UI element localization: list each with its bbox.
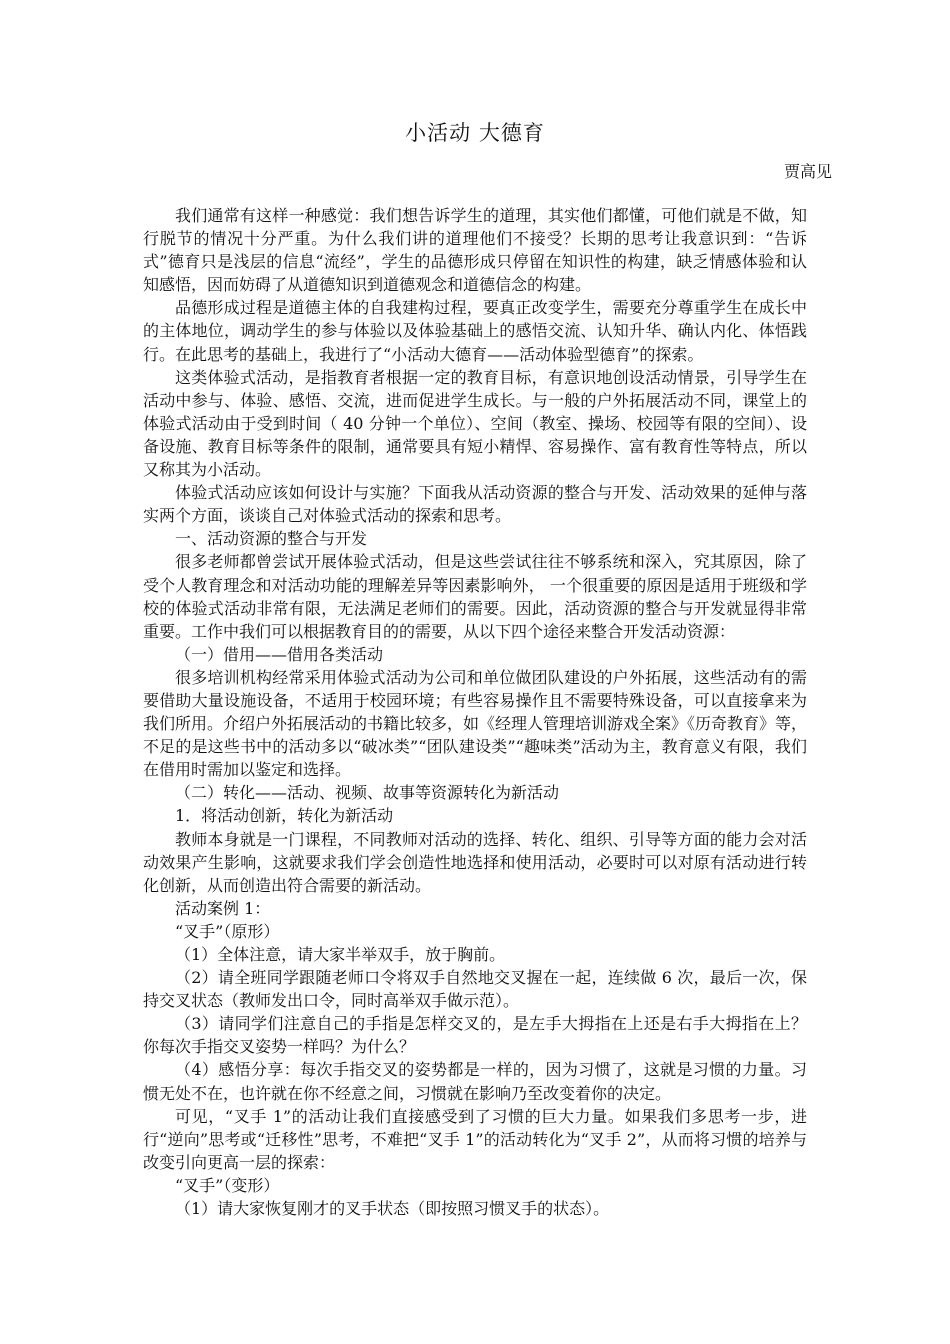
paragraph: 很多老师都曾尝试开展体验式活动，但是这些尝试往往不够系统和深入，究其原因，除了受个人教育理念和对活动功能的理解差异等因素影响外， 一个很重要的原因是适用于班级和学校的体验式活动非常有限，无法满足老师们的需要。因此，活动资源的整合与开发就显得非常重要。工作中我们可以根据教育目的的需要，从以下四个途径来整合开发活动资源： — [143, 552, 807, 641]
activity-name: “叉手”（变形） — [175, 1175, 280, 1195]
numbered-heading: 1．将活动创新，转化为新活动 — [175, 806, 394, 826]
section-heading: 一、活动资源的整合与开发 — [175, 529, 368, 549]
document-author: 贾高见 — [783, 162, 832, 181]
subsection-heading: （二）转化——活动、视频、故事等资源转化为新活动 — [175, 783, 560, 803]
paragraph: 品德形成过程是道德主体的自我建构过程，要真正改变学生，需要充分尊重学生在成长中的主体地位，调动学生的参与体验以及体验基础上的感悟交流、认知升华、确认内化、体悟践行。在此思考的基础上，我进行了“小活动大德育——活动体验型德育”的探索。 — [143, 298, 807, 364]
activity-step: （4）感悟分享：每次手指交叉的姿势都是一样的，因为习惯了，这就是习惯的力量。习惯无处不在，也许就在你不经意之间，习惯就在影响乃至改变着你的决定。 — [143, 1060, 807, 1103]
activity-step: （3）请同学们注意自己的手指是怎样交叉的，是左手大拇指在上还是右手大拇指在上？你每次手指交叉姿势一样吗？为什么？ — [143, 1014, 807, 1057]
paragraph: 可见，“叉手 1”的活动让我们直接感受到了习惯的巨大力量。如果我们多思考一步，进行“逆向”思考或“迁移性”思考，不难把“叉手 1”的活动转化为“叉手 2”，从而将习惯的培养与改变引向更高一层的探索： — [143, 1106, 807, 1172]
paragraph: 我们通常有这样一种感觉：我们想告诉学生的道理，其实他们都懂，可他们就是不做，知行脱节的情况十分严重。为什么我们讲的道理他们不接受？长期的思考让我意识到：“告诉式”德育只是浅层的信息“流经”，学生的品德形成只停留在知识性的构建，缺乏情感体验和认知感悟，因而妨碍了从道德知识到道德观念和道德信念的构建。 — [143, 206, 807, 295]
activity-name: “叉手”（原形） — [175, 921, 280, 941]
paragraph: 体验式活动应该如何设计与实施？下面我从活动资源的整合与开发、活动效果的延伸与落实两个方面，谈谈自己对体验式活动的探索和思考。 — [143, 483, 807, 526]
case-label: 活动案例 1： — [175, 898, 271, 918]
activity-step: （2）请全班同学跟随老师口令将双手自然地交叉握在一起，连续做 6 次，最后一次，保持交叉状态（教师发出口令，同时高举双手做示范）。 — [143, 968, 807, 1011]
activity-step: （1）全体注意，请大家半举双手，放于胸前。 — [175, 945, 506, 964]
subsection-heading: （一）借用——借用各类活动 — [175, 644, 384, 664]
activity-step: （1）请大家恢复刚才的叉手状态（即按照习惯叉手的状态）。 — [175, 1199, 610, 1219]
document-body — [143, 204, 807, 1220]
paragraph: 教师本身就是一门课程，不同教师对活动的选择、转化、组织、引导等方面的能力会对活动效果产生影响，这就要求我们学会创造性地选择和使用活动，必要时可以对原有活动进行转化创新，从而创造出符合需要的新活动。 — [143, 829, 807, 895]
paragraph: 这类体验式活动，是指教育者根据一定的教育目标，有意识地创设活动情景，引导学生在活动中参与、体验、感悟、交流，进而促进学生成长。与一般的户外拓展活动不同，课堂上的体验式活动由于受到时间（ 40 分钟一个单位）、空间（教室、操场、校园等有限的空间）、设备设施、教育目标等条件的限制，通常要具有短小精悍、容易操作、富有教育性等特点，所以又称其为小活动。 — [143, 367, 807, 480]
document-title: 小活动 大德育 — [405, 121, 545, 145]
paragraph: 很多培训机构经常采用体验式活动为公司和单位做团队建设的户外拓展，这些活动有的需要借助大量设施设备，不适用于校园环境；有些容易操作且不需要特殊设备，可以直接拿来为我们所用。介绍户外拓展活动的书籍比较多，如《经理人管理培训游戏全案》《历奇教育》等，不足的是这些书中的活动多以“破冰类”“团队建设类”“趣味类”活动为主，教育意义有限，我们在借用时需加以鉴定和选择。 — [143, 667, 808, 780]
